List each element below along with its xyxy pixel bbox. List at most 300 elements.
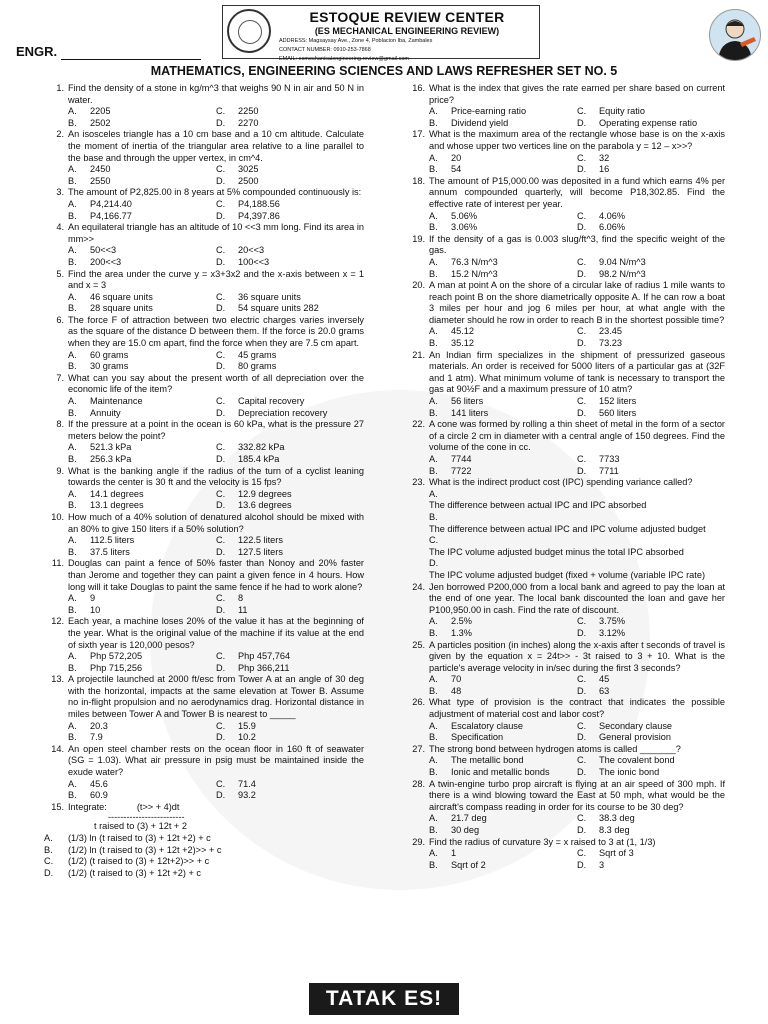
question-item	[405, 837, 725, 872]
option-text: Php 572,205	[90, 651, 143, 662]
answer-option[interactable]	[577, 106, 725, 118]
answer-option[interactable]	[44, 845, 364, 857]
option-letter: A.	[68, 198, 77, 209]
question-item	[405, 129, 725, 175]
answer-options	[429, 674, 725, 697]
question-text: Find the area under the curve y = x3+3x2 and the x-axis between x = 1 and x = 3	[68, 268, 364, 291]
answer-option[interactable]	[216, 245, 364, 257]
option-letter: D.	[577, 222, 587, 233]
answer-option[interactable]	[68, 779, 216, 791]
answer-option[interactable]	[429, 721, 577, 733]
answer-option[interactable]	[429, 106, 577, 118]
answer-options	[68, 779, 364, 802]
option-letter: B.	[68, 790, 77, 801]
answer-option[interactable]	[216, 164, 364, 176]
answer-option[interactable]	[216, 454, 364, 466]
answer-option[interactable]	[429, 813, 577, 825]
answer-option[interactable]	[68, 454, 216, 466]
question-number: 8.	[56, 419, 64, 430]
question-item	[44, 419, 364, 465]
option-letter: D.	[577, 338, 587, 349]
answer-option[interactable]	[216, 396, 364, 408]
option-text: 1	[451, 848, 457, 859]
answer-option[interactable]	[68, 442, 216, 454]
answer-option[interactable]	[68, 396, 216, 408]
answer-option[interactable]	[429, 164, 577, 176]
answer-option[interactable]	[216, 199, 364, 211]
option-letter: B.	[68, 662, 77, 673]
answer-option[interactable]	[216, 303, 364, 315]
center-subtitle: (ES MECHANICAL ENGINEERING REVIEW)	[314, 26, 500, 36]
question-text: If the density of a gas is 0.003 slug/ft^3, find the specific weight of the gas.	[429, 233, 725, 256]
question-number: 9.	[56, 465, 64, 476]
question-item	[405, 640, 725, 698]
page-title: MATHEMATICS, ENGINEERING SCIENCES AND LAWS REFRESHER SET NO. 5	[150, 64, 618, 78]
answer-option[interactable]	[68, 593, 216, 605]
option-letter: B.	[429, 511, 438, 522]
option-letter: A.	[429, 720, 438, 731]
option-letter: B.	[68, 604, 77, 615]
question-number: 19.	[412, 233, 425, 244]
option-letter: C.	[216, 291, 226, 302]
question-number: 11.	[51, 558, 64, 569]
answer-options	[68, 651, 364, 674]
answer-option[interactable]	[44, 856, 364, 868]
question-text: An equilateral triangle has an altitude of 10 <<3 mm long. Find its area in mm>>	[68, 222, 364, 244]
answer-option[interactable]	[577, 860, 725, 872]
option-letter: C.	[577, 848, 587, 859]
option-text: 12.9 degrees	[238, 488, 292, 499]
answer-options	[429, 454, 725, 477]
option-letter: B.	[68, 210, 77, 221]
answer-option[interactable]	[429, 848, 577, 860]
option-text: 23.45	[599, 326, 622, 337]
option-text: 63	[599, 685, 610, 696]
option-letter: B.	[68, 454, 77, 464]
answer-option[interactable]	[429, 153, 577, 165]
option-text: 13.1 degrees	[90, 500, 144, 511]
question-number: 6.	[56, 314, 64, 325]
answer-option[interactable]	[216, 176, 364, 188]
answer-option[interactable]	[216, 292, 364, 304]
question-text: The force F of attraction between two electric charges varies inversely as the square of the distance D between them. If the force is 20.0 grams when they are 15.0 cm apart, find the force when they are 7.5 cm apart.	[68, 314, 364, 349]
question-item	[405, 779, 725, 837]
footer-banner: TATAK ES!	[309, 983, 459, 1015]
answer-options	[68, 106, 364, 129]
option-text: 71.4	[238, 778, 256, 789]
answer-option[interactable]	[577, 825, 725, 837]
answer-option[interactable]	[429, 512, 725, 535]
option-letter: D.	[216, 303, 226, 314]
center-email: EMAIL: esmechanicalengineering.review@gmail.com	[279, 56, 410, 62]
answer-option[interactable]	[68, 245, 216, 257]
answer-option[interactable]	[429, 454, 577, 466]
answer-options	[429, 755, 725, 778]
answer-option[interactable]	[216, 605, 364, 617]
question-number: 18.	[412, 175, 425, 186]
answer-option[interactable]	[68, 164, 216, 176]
answer-option[interactable]	[68, 721, 216, 733]
option-letter: C.	[429, 535, 439, 546]
answer-options	[68, 396, 364, 419]
option-letter: B.	[429, 859, 438, 870]
question-number: 27.	[412, 743, 425, 754]
answer-option[interactable]	[68, 257, 216, 269]
answer-option[interactable]	[68, 176, 216, 188]
question-item	[405, 280, 725, 350]
option-letter: D.	[577, 268, 587, 279]
answer-options	[68, 199, 364, 222]
option-text: 2550	[90, 175, 111, 186]
option-text: Maintenance	[90, 396, 143, 407]
answer-option[interactable]	[216, 732, 364, 744]
question-number: 29.	[412, 836, 425, 847]
option-letter: D.	[429, 558, 439, 569]
answer-option[interactable]	[68, 211, 216, 223]
option-letter: B.	[429, 117, 438, 128]
answer-option[interactable]	[429, 628, 577, 640]
option-text: 20	[451, 152, 462, 163]
answer-option[interactable]	[429, 535, 725, 558]
option-letter: B.	[44, 844, 53, 855]
answer-option[interactable]	[68, 292, 216, 304]
answer-option[interactable]	[429, 211, 577, 223]
answer-option[interactable]	[577, 628, 725, 640]
option-letter: B.	[68, 407, 77, 418]
answer-option[interactable]	[429, 616, 577, 628]
option-text: 21.7 deg	[451, 813, 487, 824]
answer-option[interactable]	[216, 257, 364, 269]
option-text: 185.4 kPa	[238, 454, 280, 464]
question-text: Find the radius of curvature 3y = x raised to 3 at (1, 1/3)	[429, 836, 656, 847]
option-text: P4,188.56	[238, 198, 280, 209]
header-text	[279, 9, 535, 63]
answer-option[interactable]	[577, 732, 725, 744]
answer-option[interactable]	[577, 408, 725, 420]
option-letter: A.	[429, 454, 438, 464]
option-letter: C.	[577, 674, 587, 685]
option-letter: A.	[68, 442, 77, 453]
answer-options	[68, 292, 364, 315]
option-letter: A.	[429, 813, 438, 824]
answer-option[interactable]	[68, 350, 216, 362]
answer-option[interactable]	[216, 535, 364, 547]
answer-option[interactable]	[577, 755, 725, 767]
answer-option[interactable]	[429, 558, 725, 581]
question-item	[44, 466, 364, 512]
answer-option[interactable]	[216, 442, 364, 454]
option-text: P4,166.77	[90, 210, 132, 221]
option-letter: D.	[577, 732, 587, 743]
answer-option[interactable]	[429, 686, 577, 698]
option-text: 76.3 N/m^3	[451, 256, 498, 267]
option-text: Sqrt of 2	[451, 859, 486, 870]
option-text: 45 grams	[238, 349, 277, 360]
option-letter: A.	[429, 755, 438, 766]
answer-option[interactable]	[429, 767, 577, 779]
option-text: Depreciation recovery	[238, 407, 328, 418]
answer-option[interactable]	[68, 303, 216, 315]
option-letter: A.	[68, 164, 77, 175]
answer-option[interactable]	[429, 257, 577, 269]
option-text: 4.06%	[599, 210, 626, 221]
option-letter: A.	[68, 720, 77, 731]
question-number: 15.	[51, 801, 64, 812]
answer-options	[429, 106, 725, 129]
option-text: 60.9	[90, 790, 108, 801]
answer-option[interactable]	[216, 790, 364, 802]
option-text: 2205	[90, 106, 111, 117]
option-text: 45.6	[90, 778, 108, 789]
answer-option[interactable]	[577, 813, 725, 825]
answer-option[interactable]	[216, 500, 364, 512]
answer-option[interactable]	[68, 663, 216, 675]
question-text: The strong bond between hydrogen atoms is called _______?	[429, 743, 681, 754]
engineer-name-field[interactable]	[16, 44, 201, 60]
option-letter: D.	[216, 454, 226, 464]
option-text: 30 deg	[451, 825, 480, 835]
question-text: What type of provision is the contract that indicates the possible adjustment of material cost and labor cost?	[429, 697, 725, 720]
answer-option[interactable]	[68, 118, 216, 130]
answer-option[interactable]	[216, 211, 364, 223]
option-text: 15.9	[238, 720, 256, 731]
integrand-numerator: (t>> + 4)dt	[136, 801, 180, 812]
answer-option[interactable]	[216, 779, 364, 791]
answer-option[interactable]	[577, 338, 725, 350]
answer-option[interactable]	[429, 408, 577, 420]
answer-option[interactable]	[68, 489, 216, 501]
option-letter: A.	[68, 488, 77, 499]
answer-options	[68, 721, 364, 744]
answer-options	[68, 164, 364, 187]
option-text: (1/3) ln (t raised to (3) + 12t +2) + c	[68, 833, 211, 843]
option-text: 30 grams	[90, 361, 129, 372]
answer-option[interactable]	[429, 860, 577, 872]
answer-option[interactable]	[68, 651, 216, 663]
question-item	[44, 373, 364, 419]
option-text: 46 square units	[90, 291, 153, 302]
option-text: 521.3 kPa	[90, 442, 132, 453]
option-text: 36 square units	[238, 291, 301, 302]
option-text: 38.3 deg	[599, 813, 635, 824]
option-letter: B.	[429, 338, 438, 349]
review-center-logo	[227, 9, 271, 53]
answer-option[interactable]	[68, 605, 216, 617]
question-text: What is the maximum area of the rectangle whose base is on the x-axis and whose upper two vertices line on the parabola y = 12 – x>>?	[429, 129, 725, 151]
option-letter: C.	[216, 198, 226, 209]
question-item	[405, 582, 725, 640]
question-text: What is the indirect product cost (IPC) spending variance called?	[429, 477, 693, 488]
answer-option[interactable]	[216, 350, 364, 362]
option-letter: D.	[216, 500, 226, 511]
option-letter: D.	[216, 732, 226, 743]
question-item	[44, 616, 364, 674]
answer-option[interactable]	[577, 257, 725, 269]
option-text: Equity ratio	[599, 106, 645, 117]
option-letter: A.	[68, 396, 77, 407]
answer-option[interactable]	[577, 466, 725, 478]
option-letter: A.	[68, 593, 77, 604]
option-letter: B.	[429, 164, 438, 175]
option-letter: D.	[216, 210, 226, 221]
answer-option[interactable]	[429, 732, 577, 744]
answer-option[interactable]	[216, 118, 364, 130]
question-item	[44, 315, 364, 373]
option-letter: C.	[216, 488, 226, 499]
question-item	[405, 697, 725, 743]
answer-option[interactable]	[577, 164, 725, 176]
answer-option[interactable]	[216, 593, 364, 605]
option-text: 152 liters	[599, 396, 637, 407]
option-letter: D.	[577, 859, 587, 870]
answer-options	[429, 489, 725, 582]
answer-option[interactable]	[68, 500, 216, 512]
option-text: 54 square units 282	[238, 303, 319, 314]
answer-option[interactable]	[216, 663, 364, 675]
option-text: Php 366,211	[238, 662, 290, 673]
option-letter: B.	[68, 546, 77, 557]
answer-option[interactable]	[44, 868, 364, 880]
answer-option[interactable]	[577, 118, 725, 130]
answer-option[interactable]	[429, 326, 577, 338]
answer-option[interactable]	[429, 396, 577, 408]
option-text: (1/2) (t raised to (3) + 12t +2) + c	[68, 867, 202, 878]
answer-option[interactable]	[429, 338, 577, 350]
answer-option[interactable]	[577, 674, 725, 686]
answer-option[interactable]	[216, 651, 364, 663]
answer-option[interactable]	[68, 547, 216, 559]
answer-option[interactable]	[577, 222, 725, 234]
option-letter: B.	[68, 361, 77, 372]
answer-option[interactable]	[577, 396, 725, 408]
review-center-header	[222, 5, 540, 62]
option-text: 48	[451, 685, 462, 696]
option-letter: C.	[577, 106, 587, 117]
answer-option[interactable]	[577, 211, 725, 223]
option-letter: C.	[216, 442, 226, 453]
option-text: 112.5 liters	[90, 535, 135, 546]
answer-option[interactable]	[216, 721, 364, 733]
option-letter: B.	[429, 627, 438, 638]
option-text: 93.2	[238, 790, 256, 801]
option-letter: C.	[577, 326, 587, 337]
question-number: 12.	[51, 616, 64, 627]
answer-option[interactable]	[68, 408, 216, 420]
answer-option[interactable]	[216, 361, 364, 373]
option-text: 7744	[451, 454, 472, 464]
answer-option[interactable]	[577, 686, 725, 698]
answer-options	[68, 442, 364, 465]
option-letter: C.	[216, 651, 226, 662]
option-text: 1.3%	[451, 627, 472, 638]
question-number: 21.	[412, 349, 425, 360]
question-item	[405, 83, 725, 129]
answer-option[interactable]	[429, 825, 577, 837]
answer-option[interactable]	[429, 222, 577, 234]
option-text: The IPC volume adjusted budget minus the total IPC absorbed	[429, 546, 684, 557]
answer-option[interactable]	[577, 153, 725, 165]
answer-option[interactable]	[216, 489, 364, 501]
option-letter: D.	[216, 790, 226, 801]
answer-option[interactable]	[68, 361, 216, 373]
question-item	[44, 558, 364, 616]
answer-options	[429, 153, 725, 176]
option-text: 122.5 liters	[238, 535, 283, 546]
question-item	[405, 477, 725, 581]
option-letter: C.	[577, 396, 587, 407]
answer-option[interactable]	[577, 454, 725, 466]
question-number: 16.	[412, 83, 425, 93]
answer-option[interactable]	[216, 547, 364, 559]
answer-option[interactable]	[68, 106, 216, 118]
answer-option[interactable]	[577, 326, 725, 338]
option-text: 3025	[238, 164, 259, 175]
answer-option[interactable]	[68, 199, 216, 211]
option-text: 37.5 liters	[90, 546, 130, 557]
option-text: General provision	[599, 732, 672, 743]
option-letter: C.	[216, 593, 226, 604]
right-question-column	[405, 83, 725, 871]
question-text: A particles position (in inches) along the x-axis after t seconds of travel is given by the equation x = 24t>> - 3t raised to 3 + 10. What is the particle's average velocity in in/sec during the first 3 seconds?	[429, 639, 725, 673]
answer-option[interactable]	[429, 269, 577, 281]
answer-option[interactable]	[429, 489, 725, 512]
question-item	[44, 744, 364, 802]
option-letter: C.	[216, 778, 226, 789]
option-letter: A.	[68, 106, 77, 117]
question-item	[405, 176, 725, 234]
answer-option[interactable]	[577, 848, 725, 860]
left-question-column	[44, 83, 364, 879]
answer-option[interactable]	[68, 732, 216, 744]
answer-option[interactable]	[429, 466, 577, 478]
answer-option[interactable]	[44, 833, 364, 845]
option-letter: D.	[216, 256, 226, 267]
option-text: 560 liters	[599, 407, 637, 418]
question-text: How much of a 40% solution of denatured alcohol should be mixed with an 80% to give 150 liters if a 50% solution?	[68, 511, 364, 534]
option-letter: B.	[68, 175, 77, 186]
option-text: 20.3	[90, 720, 108, 731]
option-text: 200<<3	[90, 256, 122, 267]
option-text: 100<<3	[238, 256, 270, 267]
answer-option[interactable]	[577, 721, 725, 733]
option-text: Annuity	[90, 407, 121, 418]
option-text: (1/2) (t raised to (3) + 12t+2)>> + c	[68, 856, 210, 867]
answer-option[interactable]	[429, 118, 577, 130]
question-text: An Indian firm specializes in the shipment of pressurized gaseous materials. An order is received for 5000 liters of a particular gas at (32F and 1 atm). What minimum volume of tank is necessary to transport the gas at 90½F and a maximum pressure of 10 atm?	[429, 349, 725, 395]
answer-option[interactable]	[577, 767, 725, 779]
option-text: Price-earning ratio	[451, 106, 527, 117]
option-text: 14.1 degrees	[90, 488, 144, 499]
option-letter: D.	[216, 662, 226, 673]
option-letter: C.	[577, 720, 587, 731]
option-text: Php 715,256	[90, 662, 143, 673]
option-letter: D.	[44, 867, 54, 878]
question-number: 22.	[412, 419, 425, 430]
option-letter: C.	[216, 396, 226, 407]
option-text: Escalatory clause	[451, 720, 524, 731]
answer-option[interactable]	[68, 535, 216, 547]
answer-option[interactable]	[577, 616, 725, 628]
answer-option[interactable]	[429, 755, 577, 767]
answer-option[interactable]	[429, 674, 577, 686]
answer-option[interactable]	[216, 106, 364, 118]
answer-option[interactable]	[68, 790, 216, 802]
answer-option[interactable]	[216, 408, 364, 420]
option-text: 6.06%	[599, 222, 626, 233]
name-blank-line[interactable]	[61, 44, 201, 60]
question-item	[405, 744, 725, 779]
answer-option[interactable]	[577, 269, 725, 281]
